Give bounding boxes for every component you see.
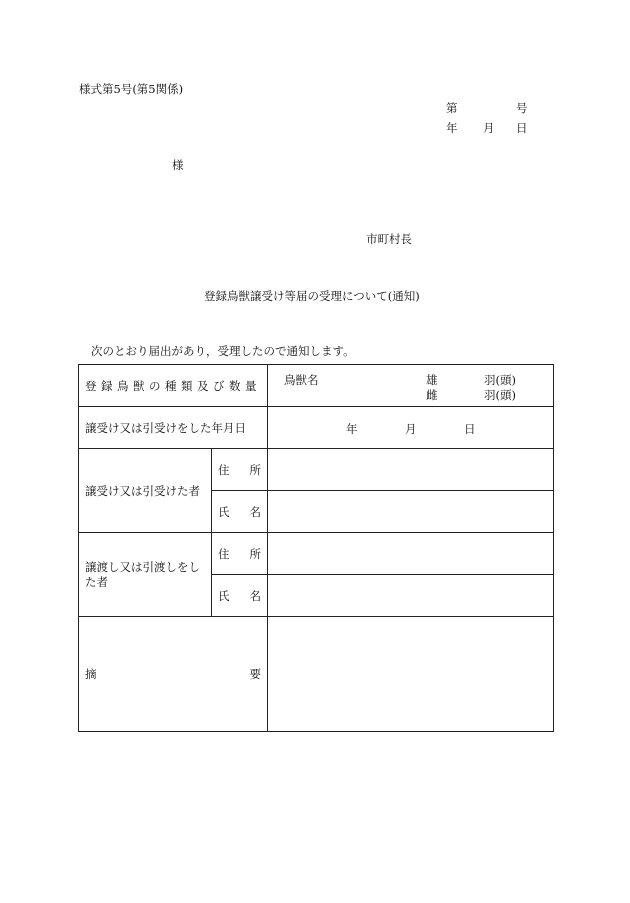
transferor-name-label: 氏名 [212, 575, 268, 617]
male-count-unit: 羽(頭) [484, 373, 516, 387]
receiver-address-field[interactable] [268, 449, 554, 491]
receiver-label: 譲受け又は引受けた者 [85, 483, 200, 498]
species-row [79, 365, 554, 407]
female-label: 雌 [426, 388, 438, 402]
receiver-label-cell [79, 449, 212, 533]
male-label: 雄 [426, 373, 438, 387]
species-value-cell[interactable] [268, 365, 554, 407]
transferor-name-field[interactable] [268, 575, 554, 617]
date-month-label: 月 [483, 121, 495, 135]
species-label: 登録鳥獣の種類及び数量 [85, 378, 261, 393]
recipient-honorific: 様 [172, 158, 184, 172]
transfer-day-label: 日 [464, 422, 476, 436]
document-number-suffix: 号 [516, 101, 528, 115]
remarks-field[interactable] [268, 617, 554, 732]
date-day-label: 日 [516, 121, 528, 135]
remarks-row [79, 617, 554, 732]
transferor-address-label: 住所 [212, 533, 268, 575]
document-title: 登録鳥獣譲受け等届の受理について(通知) [204, 289, 420, 303]
transfer-date-label: 譲受け又は引受けをした年月日 [85, 420, 246, 435]
notification-form-table [78, 364, 554, 732]
remarks-label-cell [79, 617, 268, 732]
receiver-address-label: 住所 [212, 449, 268, 491]
remarks-label-right: 要 [249, 667, 261, 681]
document-number-prefix: 第 [446, 101, 458, 115]
transferor-label-cell [79, 533, 212, 617]
issuer-title: 市町村長 [366, 232, 412, 246]
remarks-label-left: 摘 [85, 667, 97, 681]
transfer-date-value-cell[interactable] [268, 407, 554, 449]
female-count-unit: 羽(頭) [484, 388, 516, 402]
transfer-date-label-cell [79, 407, 268, 449]
species-label-cell [79, 365, 268, 407]
receiver-name-label: 氏名 [212, 491, 268, 533]
species-name-label: 鳥獣名 [284, 373, 319, 387]
transferor-address-field[interactable] [268, 533, 554, 575]
intro-text: 次のとおり届出があり，受理したので通知します。 [91, 344, 355, 358]
transfer-date-row [79, 407, 554, 449]
receiver-address-row [79, 449, 554, 491]
form-number: 様式第5号(第5関係) [79, 82, 184, 96]
transferor-address-row [79, 533, 554, 575]
receiver-name-field[interactable] [268, 491, 554, 533]
transfer-month-label: 月 [405, 422, 417, 436]
transfer-year-label: 年 [346, 422, 358, 436]
date-year-label: 年 [446, 121, 458, 135]
transferor-label: 譲渡し又は引渡しをした者 [85, 559, 200, 589]
